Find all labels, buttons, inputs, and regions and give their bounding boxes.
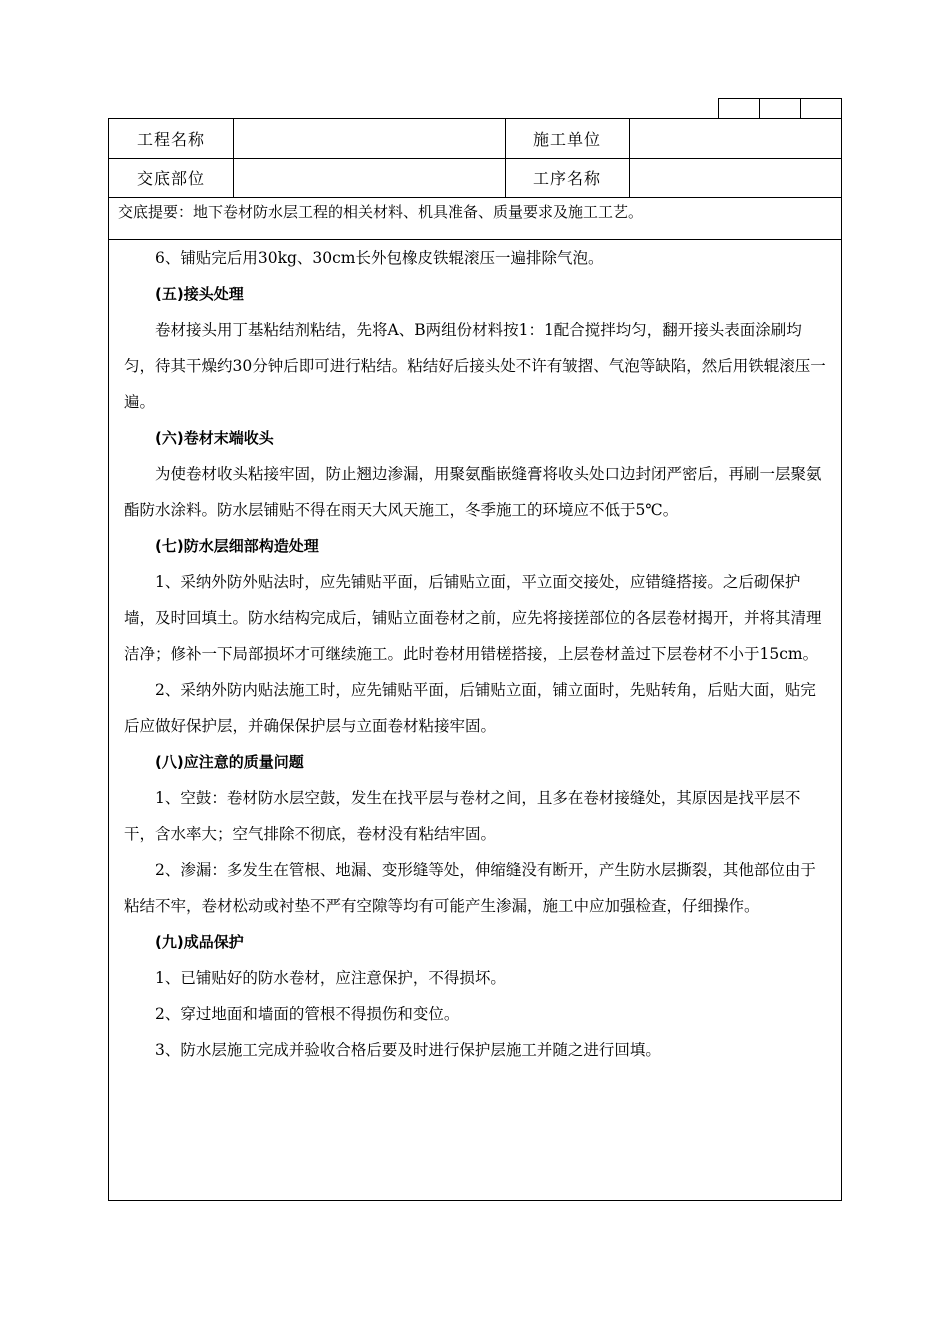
content-paragraph: 为使卷材收头粘接牢固，防止翘边渗漏，用聚氨酯嵌缝膏将收头处口边封闭严密后，再刷一层聚氨酯防水涂料。防水层铺贴不得在雨天大风天施工，冬季施工的环境应不低于5℃。 [124, 465, 822, 519]
section-heading: (八)应注意的质量问题 [155, 753, 304, 771]
content-paragraph: 6、铺贴完后用30kg、30cm长外包橡皮铁辊滚压一遍排除气泡。 [155, 249, 604, 267]
construction-unit-label: 施工单位 [505, 119, 630, 158]
project-name-field[interactable] [233, 119, 506, 158]
process-name-field[interactable] [629, 158, 841, 197]
handover-summary: 交底提要：地下卷材防水层工程的相关材料、机具准备、质量要求及施工工艺。 [109, 197, 841, 240]
page-number-boxes [718, 98, 842, 119]
content-paragraph: 1、采纳外防外贴法时，应先铺贴平面，后铺贴立面，平立面交接处，应错缝搭接。之后砌保护墙，及时回填土。防水结构完成后，铺贴立面卷材之前，应先将接搓部位的各层卷材揭开，并将其清理洁净；修补一下局部损坏才可继续施工。此时卷材用错槎搭接，上层卷材盖过下层卷材不小于15cm。 [124, 573, 822, 663]
handover-part-label: 交底部位 [109, 158, 234, 197]
header-row-1 [109, 119, 841, 159]
section-heading: (九)成品保护 [155, 933, 244, 951]
page-box-1 [719, 99, 760, 118]
content-paragraph: 2、采纳外防内贴法施工时，应先铺贴平面，后铺贴立面，铺立面时，先贴转角，后贴大面，贴完后应做好保护层，并确保保护层与立面卷材粘接牢固。 [124, 681, 816, 735]
content-paragraph: 1、已铺贴好的防水卷材，应注意保护，不得损坏。 [155, 969, 506, 987]
content-paragraph: 1、空鼓：卷材防水层空鼓，发生在找平层与卷材之间，且多在卷材接缝处，其原因是找平层不干，含水率大；空气排除不彻底，卷材没有粘结牢固。 [124, 789, 801, 843]
section-heading: (七)防水层细部构造处理 [155, 537, 319, 555]
content-paragraph: 2、渗漏：多发生在管根、地漏、变形缝等处，伸缩缝没有断开，产生防水层撕裂，其他部位由于粘结不牢，卷材松动或衬垫不严有空隙等均有可能产生渗漏，施工中应加强检查，仔细操作。 [124, 861, 816, 915]
process-name-label: 工序名称 [505, 158, 630, 197]
project-name-label: 工程名称 [109, 119, 234, 158]
handover-part-field[interactable] [233, 158, 506, 197]
header-row-2 [109, 158, 841, 198]
page-box-3 [801, 99, 841, 118]
content-paragraph: 3、防水层施工完成并验收合格后要及时进行保护层施工并随之进行回填。 [155, 1041, 661, 1059]
construction-unit-field[interactable] [629, 119, 841, 158]
content-paragraph: 卷材接头用丁基粘结剂粘结，先将A、B两组份材料按1：1配合搅拌均匀，翻开接头表面涂刷均匀，待其干燥约30分钟后即可进行粘结。粘结好后接头处不许有皱摺、气泡等缺陷，然后用铁辊滚压一遍。 [124, 321, 826, 411]
section-heading: (五)接头处理 [155, 285, 244, 303]
page-box-2 [760, 99, 801, 118]
handover-content [109, 240, 841, 1200]
section-heading: (六)卷材末端收头 [155, 429, 274, 447]
content-paragraph: 2、穿过地面和墙面的管根不得损伤和变位。 [155, 1005, 460, 1023]
handover-form [108, 118, 842, 1201]
